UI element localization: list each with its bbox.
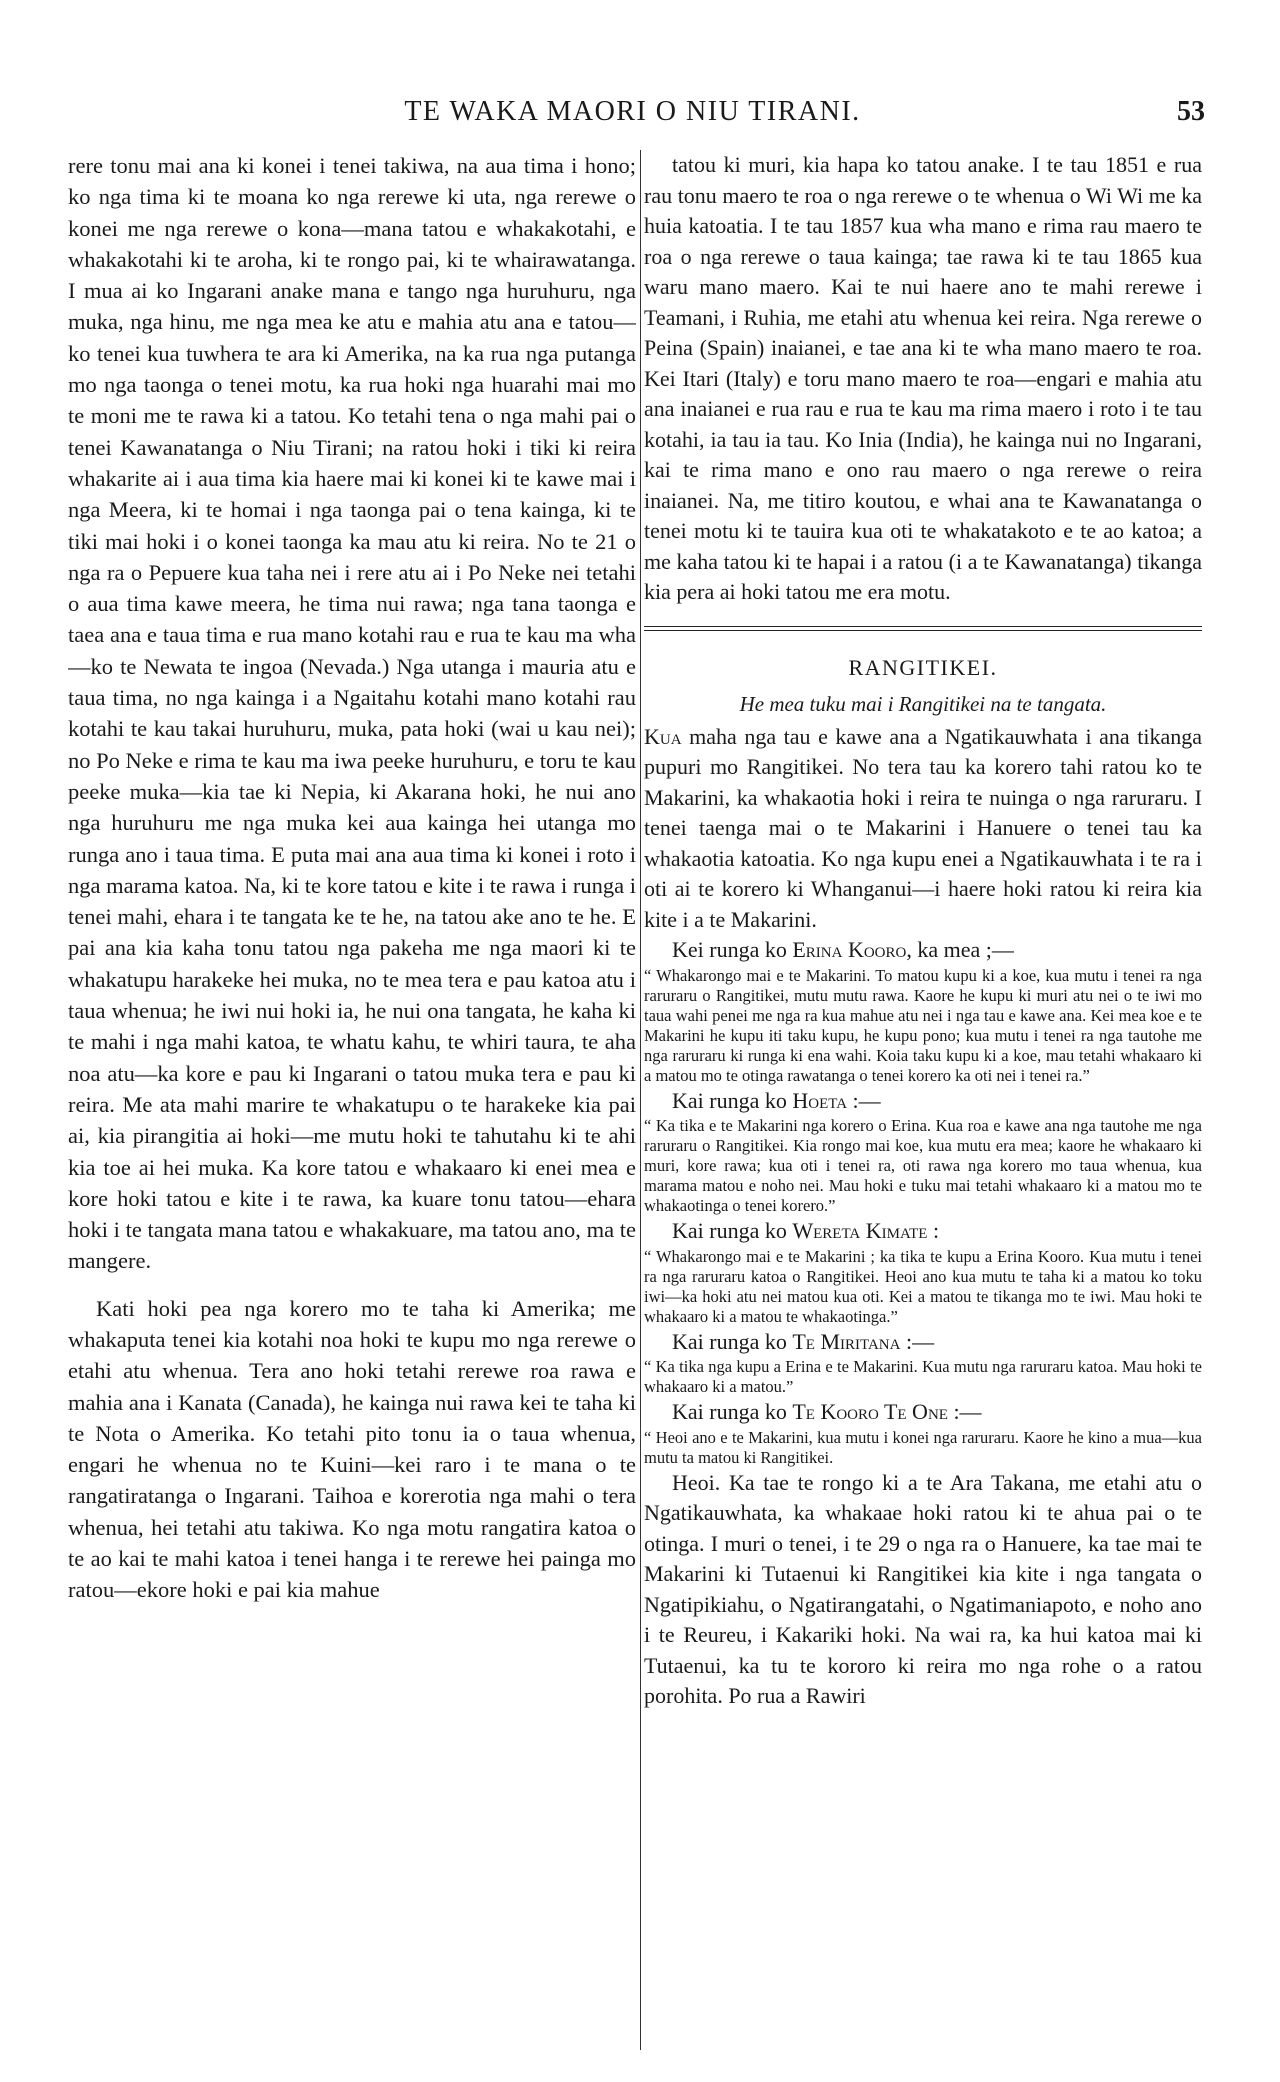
page-number: 53	[1177, 96, 1205, 127]
paragraph-text: maha nga tau e kawe ana a Ngatikauwhata i ana tikanga pupuri mo Rangitikei. No tera tau ka korero tahi ratou ko te Makarini, ka whakaotia hoki i reira te nuinga o nga raruraru. I tenei taenga mai o te Makarini i Hanuere o tenei tau ka whakaotia katoatia. Ko nga kupu enei a Ngatikauwhata i te ra i oti ai te korero ki Whanganui—i haere hoki ratou ki reira kia kite i a te Makarini.	[644, 723, 1202, 932]
speaker-suffix: , ka mea ;—	[906, 937, 1014, 962]
speech-quote: “ Whakarongo mai e te Makarini. To matou kupu ki a koe, kua mutu i tenei ra nga raruraru o Rangitikei, mutu mutu rawa. Kaore he kupu ki muri atu nei o te iwi mo taua wahi penei me nga ra kua mahue atu nei i nga tau e kawe ana. Kei mea koe e te Makarini he kupu iti taku kupu, he kupu pono; kua mutu i tenei ra nga tautohe me nga raruraru ki runga ki ena wahi. Koia taku kupu ki a koe, mau tetahi whakaaro ki a matou mo te otinga rawatanga o tenei korero ka oti nei i tenei ra.”	[644, 965, 1202, 1085]
speaker-intro: Kai runga ko	[672, 1218, 793, 1243]
speaker-line	[644, 1397, 1202, 1428]
speech-quote: “ Heoi ano e te Makarini, kua mutu i konei nga raruraru. Kaore he kino a mua—kua mutu ta matou ki Rangitikei.	[644, 1427, 1202, 1467]
speaker-name: Wereta Kimate	[792, 1218, 928, 1243]
speaker-line	[644, 1327, 1202, 1358]
lead-word: Kua	[644, 723, 682, 749]
speaker-name: Erina Kooro	[792, 937, 907, 962]
article-paragraph: Kati hoki pea nga korero mo te taha ki Amerika; me whakaputa tenei kia kotahi noa hoki te kupu mo nga rerewe o etahi atu whenua. Tera ano hoki tetahi rerewe roa rawa e mahia ana i Kanata (Canada), he kainga nui rawa kei te taha ki te Nota o Amerika. Ko tetahi pito tonu ia o taua whenua, engari he whenua no te Kuini—kei raro i te mana o te rangatiratanga o Ingarani. Taihoa e korerotia nga mahi o tera whenua, hei tetahi atu takiwa. Ko nga motu rangatira katoa o te ao kai te mahi katoa i tenei hanga i te rerewe hei painga mo ratou—ekore hoki e pai kia mahue	[68, 1295, 636, 1603]
speaker-suffix: :—	[900, 1328, 935, 1354]
speaker-line	[644, 1216, 1202, 1247]
right-column	[644, 150, 1202, 2050]
speaker-name: Hoeta	[792, 1087, 848, 1113]
section-title: RANGITIKEI.	[848, 654, 998, 680]
speech-quote: “ Ka tika e te Makarini nga korero o Erina. Kua roa e kawe ana nga tautohe me nga raruraru o Rangitikei. Kia rongo mai koe, kua mutu era mea; kaore he whakaaro ki muri, kore rawa; kua oti i tenei ra, oti rawa nga korero mo taua whenua, kua marama matou e noho nei. Mau hoki e tuku mai tetahi whakaaro ki a matou mo te whakaotinga o tenei korero.”	[644, 1116, 1202, 1215]
article-paragraph	[644, 722, 1202, 936]
section-divider	[644, 626, 1202, 631]
article-paragraph: rere tonu mai ana ki konei i tenei takiwa, na aua tima i hono; ko nga tima ki te moana ko nga rerewe ki uta, nga rerewe o konei me nga rerewe o kona—mana tatou e whakakotahi, e whakakotahi ki te aroha, ki te rongo pai, ki te whairawatanga. I mua ai ko Ingarani anake mana e tango nga huruhuru, nga muka, nga hinu, me nga mea ke atu e mahia atu ana e tatou—ko tenei kua tuwhera te ara ki Amerika, na ka rua nga putanga mo nga taonga o tenei motu, ka rua hoki nga huarahi mai mo te moni me te rawa ki a tatou. Ko tetahi tena o nga mahi pai o tenei Kawanatanga o Niu Tirani; na ratou hoki i tiki ki reira whakarite ai i aua tima kia haere mai ki konei ki te kawe mai i nga Meera, ki te homai i nga taonga pai o tena kainga, ki te tiki mai hoki i o konei taonga ka mau atu ki reira. No te 21 o nga ra o Pepuere kua taha nei i rere atu ai i Po Neke nei tetahi o aua tima kawe meera, he tima nui rawa; nga tana taonga e taea ana e taua tima e rua mano kotahi rau e rua te kau ma wha—ko te Newata te ingoa (Nevada.) Nga utanga i mauria atu e taua tima, no nga kainga i a Ngaitahu kotahi mano kotahi rau kotahi te kau takai huruhuru, muka, pata hoki (wai u kau nei); no Po Neke e rima te kau ma iwa peeke huruhuru, e toru te kau peeke muka—kia tae ki Nepia, ki Akarana hoki, he nui ano nga huruhuru me nga muka kei aua kainga hei utanga mo runga ano i taua tima. E puta mai ana aua tima ki konei i roto i nga marama katoa. Na, ki te kore tatou e kite i te rawa i runga i tenei mahi, ehara i te tangata ke te he, na tatou ake ano te he. E pai ana kia kaha tonu tatou nga pakeha me nga maori ki te whakatupu harakeke hei muka, no te mea tera e pau katoa atu i taua whenua; he iwi nui hoki ia, he nui ona tangata, he kaha ki te mahi i nga mahi katoa, te whatu kahu, te whiri taura, te aha noa atu—ka kore e pau ki Ingarani o tatou muka tera e pau ki reira. Me ata mahi marire te whakatupu o te harakeke kia pai ai, kia pirangitia ai hoki—me mutu hoki te tahutahu ki te ahi kia toe ai hei muka. Ka kore tatou e whakaaro ki enei mea e kore hoki tatou e kite i te rawa, ka kuare tonu tatou—ehara hoki i te tangata mana tatou e whakakuare, ma tatou ano, ma te mangere.	[68, 153, 636, 1274]
speaker-line	[644, 1086, 1202, 1117]
page-header	[60, 96, 1205, 136]
speaker-suffix: :—	[947, 1399, 982, 1424]
speaker-intro: Kai runga ko	[672, 1087, 793, 1113]
speaker-name: Te Kooro Te One	[792, 1399, 948, 1424]
speaker-name: Te Miritana	[792, 1328, 901, 1354]
speaker-intro: Kei runga ko	[672, 937, 793, 962]
speaker-suffix: :—	[847, 1087, 881, 1113]
column-divider	[640, 150, 641, 2050]
speech-quote: “ Ka tika nga kupu a Erina e te Makarini. Kua mutu nga raruraru katoa. Mau hoki te whakaaro ki a matou.”	[644, 1357, 1202, 1396]
running-title: TE WAKA MAORI O NIU TIRANI.	[404, 96, 861, 127]
section-subtitle: He mea tuku mai i Rangitikei na te tangata.	[739, 692, 1107, 716]
article-paragraph: Heoi. Ka tae te rongo ki a te Ara Takana, me etahi atu o Ngatikauwhata, ka whakaae hoki ratou ki te ahua pai o te otinga. I muri o tenei, i te 29 o nga ra o Hanuere, ka tae mai te Makarini ki Tutaenui ki Rangitikei kia kite i nga tangata o Ngatipikiahu, o Ngatirangatahi, o Ngatimaniapoto, e noho ano i te Reureu, i Kakariki hoki. Na wai ra, ka hui katoa mai ki Tutaenui, ka tu te kororo ki reira mo nga rohe o a ratou porohita. Po rua a Rawiri	[644, 1469, 1202, 1708]
article-paragraph: tatou ki muri, kia hapa ko tatou anake. I te tau 1851 e rua rau tonu maero te roa o nga rerewe o te whenua o Wi Wi me ka huia katoatia. I te tau 1857 kua wha mano e rima rau maero te roa o nga rerewe o taua kainga; tae rawa ki te tau 1865 kua waru mano maero. Kai te nui haere ano te mahi rerewe i Teamani, i Ruhia, me etahi atu whenua kei reira. Nga rerewe o Peina (Spain) inaianei, e tae ana ki te wha mano maero te roa. Kei Itari (Italy) e toru mano maero te roa—engari e mahia atu ana inaianei e rua rau e rua te kau ma rima maero i roto i te tau kotahi, ia tau ia tau. Ko Inia (India), he kainga nui no Ingarani, kai te rima mano e ono rau maero o nga rerewe o reira inaianei. Na, me titiro koutou, e whai ana te Kawanatanga o tenei motu ki te tauira kua oti te whakatakoto e te ao katoa; a me kaha tatou ki te hapai i a ratou (i a te Kawanatanga) tikanga kia pera ai hoki tatou me era motu.	[644, 152, 1202, 604]
speaker-suffix: :	[927, 1218, 940, 1243]
speaker-line	[644, 935, 1202, 966]
left-column	[68, 150, 636, 2050]
speaker-intro: Kai runga ko	[672, 1328, 793, 1354]
speech-quote: “ Whakarongo mai e te Makarini ; ka tika te kupu a Erina Kooro. Kua mutu i tenei ra nga raruraru katoa o Rangitikei. Heoi ano kua mutu te taha ki a matou ko toku iwi—ka hoki atu nei matou kua oti. Kei a matou te tikanga mo te iwi. Mau hoki te whakaaro ki a matou te whakaotinga.”	[644, 1246, 1202, 1326]
speaker-intro: Kai runga ko	[672, 1399, 793, 1424]
